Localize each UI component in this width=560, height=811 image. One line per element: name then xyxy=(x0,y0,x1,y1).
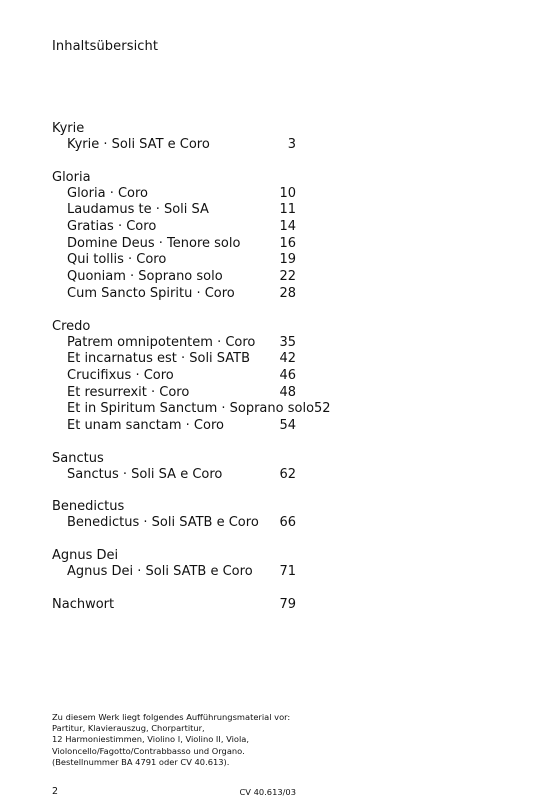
footnote-line: Partitur, Klavierauszug, Chorpartitur, xyxy=(52,723,205,734)
entry-page-number: 11 xyxy=(279,202,296,218)
catalog-number: CV 40.613/03 xyxy=(239,787,296,797)
toc-entry xyxy=(52,252,296,269)
page-number: 2 xyxy=(52,786,59,797)
entry-title: Gloria · Coro xyxy=(67,185,149,201)
toc-section-kyrie xyxy=(52,120,296,154)
toc-entry xyxy=(52,286,296,303)
toc-entry xyxy=(52,385,296,402)
entry-page-number: 62 xyxy=(279,466,296,482)
toc-entry xyxy=(52,269,296,286)
toc-entry xyxy=(52,368,296,385)
entry-page-number: 54 xyxy=(279,417,296,433)
entry-title: Qui tollis · Coro xyxy=(67,252,167,268)
entry-page-number: 52 xyxy=(314,401,331,417)
entry-title: Patrem omnipotentem · Coro xyxy=(67,334,256,350)
toc-entry xyxy=(52,418,296,435)
entry-title: Laudamus te · Soli SA xyxy=(67,202,209,218)
toc-entry xyxy=(52,219,296,236)
toc-section-sanctus xyxy=(52,450,296,484)
toc-entry xyxy=(52,137,296,154)
entry-page-number: 16 xyxy=(279,235,296,251)
entry-title: Kyrie · Soli SAT e Coro xyxy=(67,137,210,152)
entry-title: Quoniam · Soprano solo xyxy=(67,269,223,285)
entry-page-number: 71 xyxy=(279,564,296,579)
footnote-line: 12 Harmoniestimmen, Violino I, Violino II, Viola, xyxy=(52,734,249,745)
entry-title: Benedictus · Soli SATB e Coro xyxy=(67,515,259,531)
performance-material-note xyxy=(52,712,352,768)
footnote-line: Zu diesem Werk liegt folgendes Aufführungsmaterial vor: xyxy=(52,712,291,722)
entry-page-number: 28 xyxy=(279,285,296,301)
entry-title: Agnus Dei · Soli SATB e Coro xyxy=(67,564,253,579)
toc-entry xyxy=(52,335,296,352)
toc-entry xyxy=(52,467,296,484)
section-title: Benedictus xyxy=(52,499,125,515)
toc-entry xyxy=(52,236,296,253)
footnote-line: Violoncello/Fagotto/Contrabbasso und Organo. xyxy=(52,745,245,756)
toc-entry-nachwort xyxy=(52,596,296,613)
toc-entry xyxy=(52,202,296,219)
entry-title: Et resurrexit · Coro xyxy=(67,384,190,400)
toc-entry xyxy=(52,351,296,368)
entry-page-number: 35 xyxy=(279,334,296,350)
section-title: Sanctus xyxy=(52,450,104,466)
section-title: Credo xyxy=(52,318,91,334)
toc-entry xyxy=(52,515,296,532)
entry-page-number: 79 xyxy=(279,596,296,612)
section-title: Kyrie xyxy=(52,121,85,136)
entry-page-number: 48 xyxy=(279,384,296,400)
entry-title: Domine Deus · Tenore solo xyxy=(67,235,241,251)
section-title: Agnus Dei xyxy=(52,548,119,563)
entry-title: Crucifixus · Coro xyxy=(67,367,174,383)
entry-title: Et incarnatus est · Soli SATB xyxy=(67,351,251,367)
toc-section-agnus-dei xyxy=(52,547,296,581)
entry-title: Sanctus · Soli SA e Coro xyxy=(67,466,223,482)
entry-page-number: 19 xyxy=(279,252,296,268)
entry-title: Et unam sanctam · Coro xyxy=(67,417,224,433)
entry-title: Nachwort xyxy=(52,596,115,612)
entry-page-number: 14 xyxy=(279,219,296,235)
entry-page-number: 42 xyxy=(279,351,296,367)
entry-title: Cum Sancto Spiritu · Coro xyxy=(67,285,235,301)
entry-title: Et in Spiritum Sanctum · Soprano solo xyxy=(67,401,315,417)
page-title: Inhaltsübersicht xyxy=(52,39,159,54)
entry-page-number: 22 xyxy=(279,269,296,285)
toc-section-gloria xyxy=(52,169,296,303)
footnote-line: (Bestellnummer BA 4791 oder CV 40.613). xyxy=(52,756,230,767)
toc-section-credo xyxy=(52,318,331,435)
entry-page-number: 66 xyxy=(279,515,296,531)
entry-title: Gratias · Coro xyxy=(67,219,157,235)
toc-section-benedictus xyxy=(52,498,296,532)
toc-entry xyxy=(52,401,331,418)
toc-entry xyxy=(52,186,296,203)
entry-page-number: 10 xyxy=(279,185,296,201)
entry-page-number: 46 xyxy=(279,367,296,383)
table-of-contents xyxy=(52,120,331,613)
section-title: Gloria xyxy=(52,169,91,185)
toc-entry xyxy=(52,564,296,581)
entry-page-number: 3 xyxy=(287,137,296,152)
